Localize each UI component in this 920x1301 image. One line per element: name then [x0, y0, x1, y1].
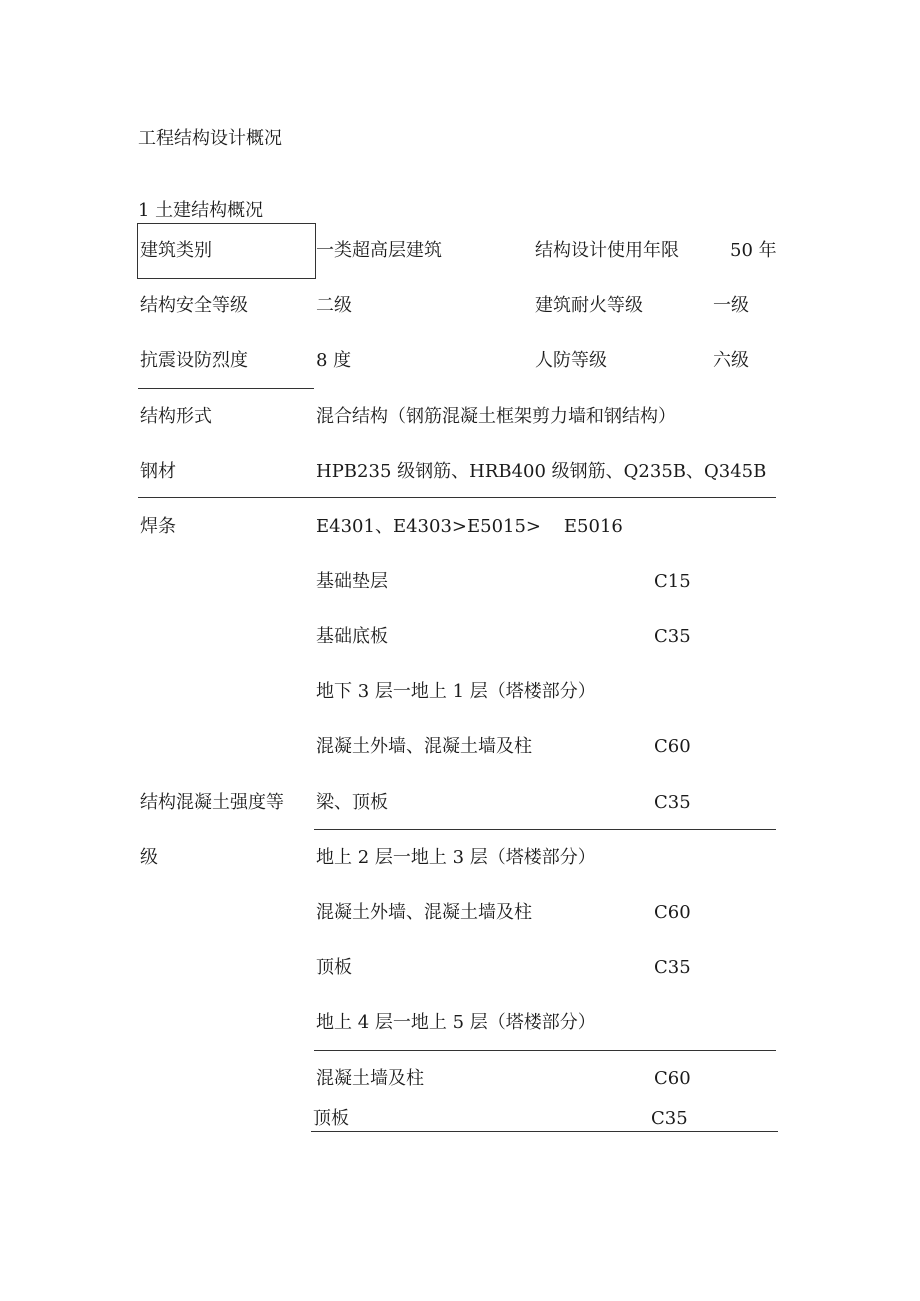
concrete-item-grade: C60	[654, 1068, 691, 1089]
concrete-item-grade: C60	[654, 736, 691, 757]
concrete-item-name: 顶板	[316, 957, 352, 978]
rule-line	[311, 1131, 778, 1132]
concrete-item-name: 基础底板	[316, 626, 388, 647]
label-concrete-grade-cont: 级	[140, 847, 158, 868]
concrete-item-name: 混凝土外墙、混凝土墙及柱	[316, 736, 532, 757]
page-title: 工程结构设计概况	[138, 128, 282, 149]
concrete-item-grade: C60	[654, 902, 691, 923]
label-building-category: 建筑类别	[140, 240, 212, 261]
value-design-life: 50 年	[730, 240, 777, 261]
concrete-group-heading: 地上 4 层一地上 5 层（塔楼部分）	[316, 1012, 596, 1033]
label-safety-grade: 结构安全等级	[140, 295, 248, 316]
concrete-item-grade: C35	[651, 1108, 688, 1129]
label-structure-form: 结构形式	[140, 406, 212, 427]
value-building-category: 一类超高层建筑	[316, 240, 442, 261]
section-heading: 1 土建结构概况	[138, 200, 264, 221]
value-civil-defense: 六级	[713, 350, 749, 371]
rule-line	[314, 1050, 776, 1051]
value-fire-resistance: 一级	[713, 295, 749, 316]
concrete-item-name: 混凝土外墙、混凝土墙及柱	[316, 902, 532, 923]
label-electrode: 焊条	[140, 516, 176, 537]
concrete-item-grade: C35	[654, 626, 691, 647]
label-concrete-grade: 结构混凝土强度等	[140, 792, 284, 813]
value-electrode: E4301、E4303>E5015> E5016	[316, 516, 623, 537]
concrete-group-heading: 地下 3 层一地上 1 层（塔楼部分）	[316, 681, 596, 702]
rule-line	[314, 829, 776, 830]
value-safety-grade: 二级	[316, 295, 352, 316]
rule-line	[138, 497, 776, 498]
concrete-item-name: 混凝土墙及柱	[316, 1068, 424, 1089]
rule-line	[138, 388, 314, 389]
concrete-item-grade: C15	[654, 571, 691, 592]
concrete-group-heading: 地上 2 层一地上 3 层（塔楼部分）	[316, 847, 596, 868]
label-design-life: 结构设计使用年限	[535, 240, 679, 261]
label-seismic-intensity: 抗震设防烈度	[140, 350, 248, 371]
value-steel: HPB235 级钢筋、HRB400 级钢筋、Q235B、Q345B	[316, 461, 767, 482]
concrete-item-name: 基础垫层	[316, 571, 388, 592]
concrete-item-grade: C35	[654, 792, 691, 813]
concrete-item-grade: C35	[654, 957, 691, 978]
value-seismic-intensity: 8 度	[316, 350, 352, 371]
concrete-item-name: 梁、顶板	[316, 792, 388, 813]
label-fire-resistance: 建筑耐火等级	[535, 295, 643, 316]
label-civil-defense: 人防等级	[535, 350, 607, 371]
concrete-item-name: 顶板	[313, 1108, 349, 1129]
label-steel: 钢材	[140, 461, 176, 482]
value-structure-form: 混合结构（钢筋混凝土框架剪力墙和钢结构）	[316, 406, 676, 427]
